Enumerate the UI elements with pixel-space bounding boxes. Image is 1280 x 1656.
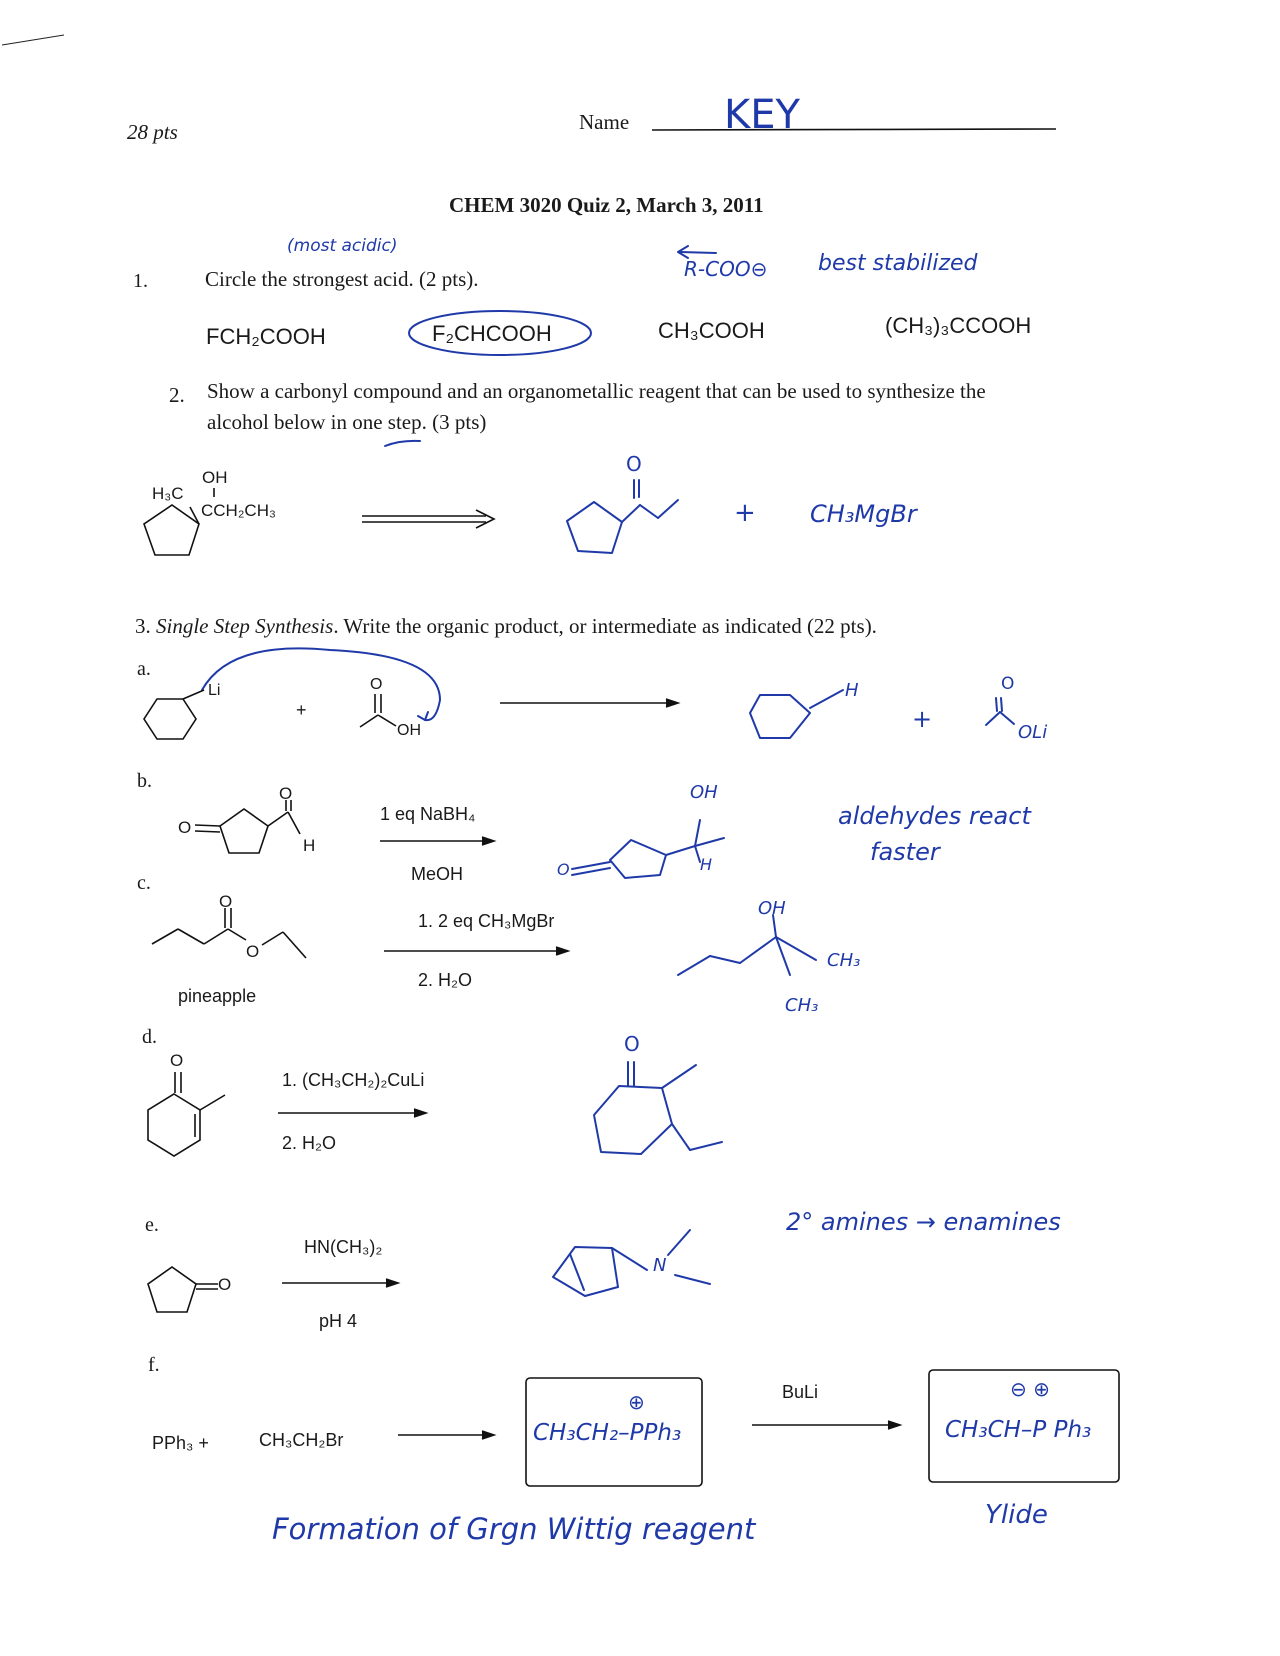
q3f-ylide-label: Ylide bbox=[985, 1500, 1048, 1530]
q3-title-rest: . Write the organic product, or intermediate as indicated (22 pts). bbox=[333, 614, 877, 638]
q1-choice-ch3-3ccooh[interactable]: (CH₃)₃CCOOH bbox=[885, 313, 1032, 338]
q1-choice-f2chcooh[interactable]: F₂CHCOOH bbox=[432, 321, 552, 346]
q1-number: 1. bbox=[133, 270, 148, 292]
q3d-letter: d. bbox=[142, 1026, 157, 1048]
q3c-o-mid: O bbox=[246, 942, 260, 961]
q3a-answer-oli: OLi bbox=[1018, 722, 1048, 743]
q3e-reagent-top: HN(CH₃)₂ bbox=[304, 1237, 383, 1257]
q3c-answer-oh: OH bbox=[758, 898, 786, 919]
q3a-li: Li bbox=[208, 682, 221, 699]
q3a-answer-o: O bbox=[1001, 674, 1015, 694]
q3f-product: CH₃CH–P Ph₃ bbox=[945, 1417, 1092, 1443]
q3f-letter: f. bbox=[148, 1354, 160, 1376]
q1-choice-fch2cooh[interactable]: FCH₂COOH bbox=[206, 324, 326, 349]
q3a-letter: a. bbox=[137, 658, 151, 680]
q3d-answer-o: O bbox=[624, 1032, 640, 1056]
q3c-answer-chain bbox=[678, 956, 710, 975]
q3c-caption: pineapple bbox=[178, 986, 257, 1006]
q3a-answer-cyclohexane bbox=[750, 695, 810, 738]
q3e-letter: e. bbox=[145, 1214, 159, 1236]
q3b-reagent-bottom: MeOH bbox=[411, 864, 464, 884]
q3b-note-line2: faster bbox=[870, 838, 940, 866]
q3f-reactant-pph3: PPh₃ + bbox=[152, 1433, 209, 1453]
quiz-title: CHEM 3020 Quiz 2, March 3, 2011 bbox=[449, 193, 764, 217]
q2-label-oh: OH bbox=[202, 468, 228, 487]
q3e-o: O bbox=[218, 1275, 232, 1294]
q2-prompt-line2: alcohol below in one step. (3 pts) bbox=[207, 410, 487, 434]
q3-title bbox=[135, 614, 877, 639]
q3b-answer-oh: OH bbox=[690, 782, 718, 803]
q3b-note-line1: aldehydes react bbox=[838, 802, 1031, 830]
q3c-letter: c. bbox=[137, 872, 151, 894]
q2-cyclopentane bbox=[144, 505, 199, 555]
q3a-plus: + bbox=[296, 700, 307, 720]
q3c-o-top: O bbox=[219, 892, 233, 911]
q3b-letter: b. bbox=[137, 770, 152, 792]
q3e-reactant-ring bbox=[148, 1267, 196, 1312]
q2-answer-plus: + bbox=[734, 498, 756, 528]
q3b-reagent-top: 1 eq NaBH₄ bbox=[380, 804, 476, 824]
name-label: Name bbox=[579, 110, 630, 134]
q3c-reagent-bottom: 2. H₂O bbox=[418, 970, 472, 990]
q3f-intermediate-charge: ⊕ bbox=[628, 1390, 645, 1414]
q3-title-italic: Single Step Synthesis bbox=[156, 614, 334, 638]
q2-number: 2. bbox=[169, 383, 185, 407]
q3b-o-aldehyde: O bbox=[279, 784, 293, 803]
name-value: KEY bbox=[724, 92, 800, 138]
q2-label-cch2ch3: CCH₂CH₃ bbox=[201, 501, 276, 520]
q3f-footer-note: Formation of Grgn Wittig reagent bbox=[272, 1512, 756, 1546]
q3f-reagent-buli: BuLi bbox=[782, 1382, 819, 1402]
points-total: 28 pts bbox=[127, 120, 178, 144]
q3e-answer-ring bbox=[553, 1247, 618, 1296]
q3e-answer-n: N bbox=[653, 1255, 667, 1276]
q3d-reactant-ring bbox=[148, 1094, 200, 1156]
q2-prompt-line1: Show a carbonyl compound and an organometallic reagent that can be used to synthesize the bbox=[207, 379, 986, 403]
name-underline bbox=[652, 129, 1056, 130]
q3a-oh: OH bbox=[397, 722, 421, 739]
q3f-product-charges: ⊖ ⊕ bbox=[1010, 1377, 1050, 1401]
q3d-answer-ring bbox=[594, 1086, 672, 1154]
q3b-o-ring: O bbox=[178, 818, 192, 837]
q3a-cyclohexyl bbox=[144, 699, 196, 739]
q3b-answer-ring bbox=[610, 840, 666, 878]
q1-note-carboxylate: R-COO⊖ bbox=[684, 257, 768, 281]
q3a-curved-arrow bbox=[202, 648, 440, 720]
q3c-reagent-top: 1. 2 eq CH₃MgBr bbox=[418, 911, 555, 931]
q1-prompt: Circle the strongest acid. (2 pts). bbox=[205, 267, 479, 291]
q3c-reactant-chain bbox=[152, 929, 178, 944]
q3a-o: O bbox=[370, 676, 383, 693]
q3b-h: H bbox=[303, 836, 316, 855]
q3f-intermediate: CH₃CH₂–PPh₃ bbox=[533, 1420, 682, 1446]
q2-answer-ketone-ring bbox=[567, 502, 622, 553]
q3b-answer-o: O bbox=[557, 860, 570, 879]
q3c-answer-ch3-right: CH₃ bbox=[827, 950, 861, 971]
q3a-answer-h: H bbox=[845, 680, 859, 701]
q3d-reagent-bottom: 2. H₂O bbox=[282, 1133, 336, 1153]
q3b-reactant-ring bbox=[220, 809, 268, 853]
q3-number: 3. bbox=[135, 614, 151, 638]
q3a-answer-plus: + bbox=[912, 705, 933, 733]
q3d-o: O bbox=[170, 1051, 184, 1070]
scan-mark bbox=[2, 35, 64, 45]
q3e-reagent-bottom: pH 4 bbox=[319, 1311, 358, 1331]
q3f-reactant-ethyl-bromide: CH₃CH₂Br bbox=[259, 1430, 344, 1450]
q2-answer-o: O bbox=[626, 452, 642, 476]
q2-answer-reagent: CH₃MgBr bbox=[810, 500, 917, 528]
q1-note-stabilized: best stabilized bbox=[818, 251, 978, 276]
q3c-answer-ch3-bottom: CH₃ bbox=[785, 995, 819, 1016]
q3e-note: 2° amines → enamines bbox=[786, 1208, 1061, 1236]
q3b-answer-h: H bbox=[700, 855, 713, 874]
q3d-reagent-top: 1. (CH₃CH₂)₂CuLi bbox=[282, 1070, 425, 1090]
q2-label-h3c: H₃C bbox=[152, 484, 184, 503]
q1-note-most-acidic: (most acidic) bbox=[287, 236, 398, 256]
q1-choice-ch3cooh[interactable]: CH₃COOH bbox=[658, 318, 765, 343]
